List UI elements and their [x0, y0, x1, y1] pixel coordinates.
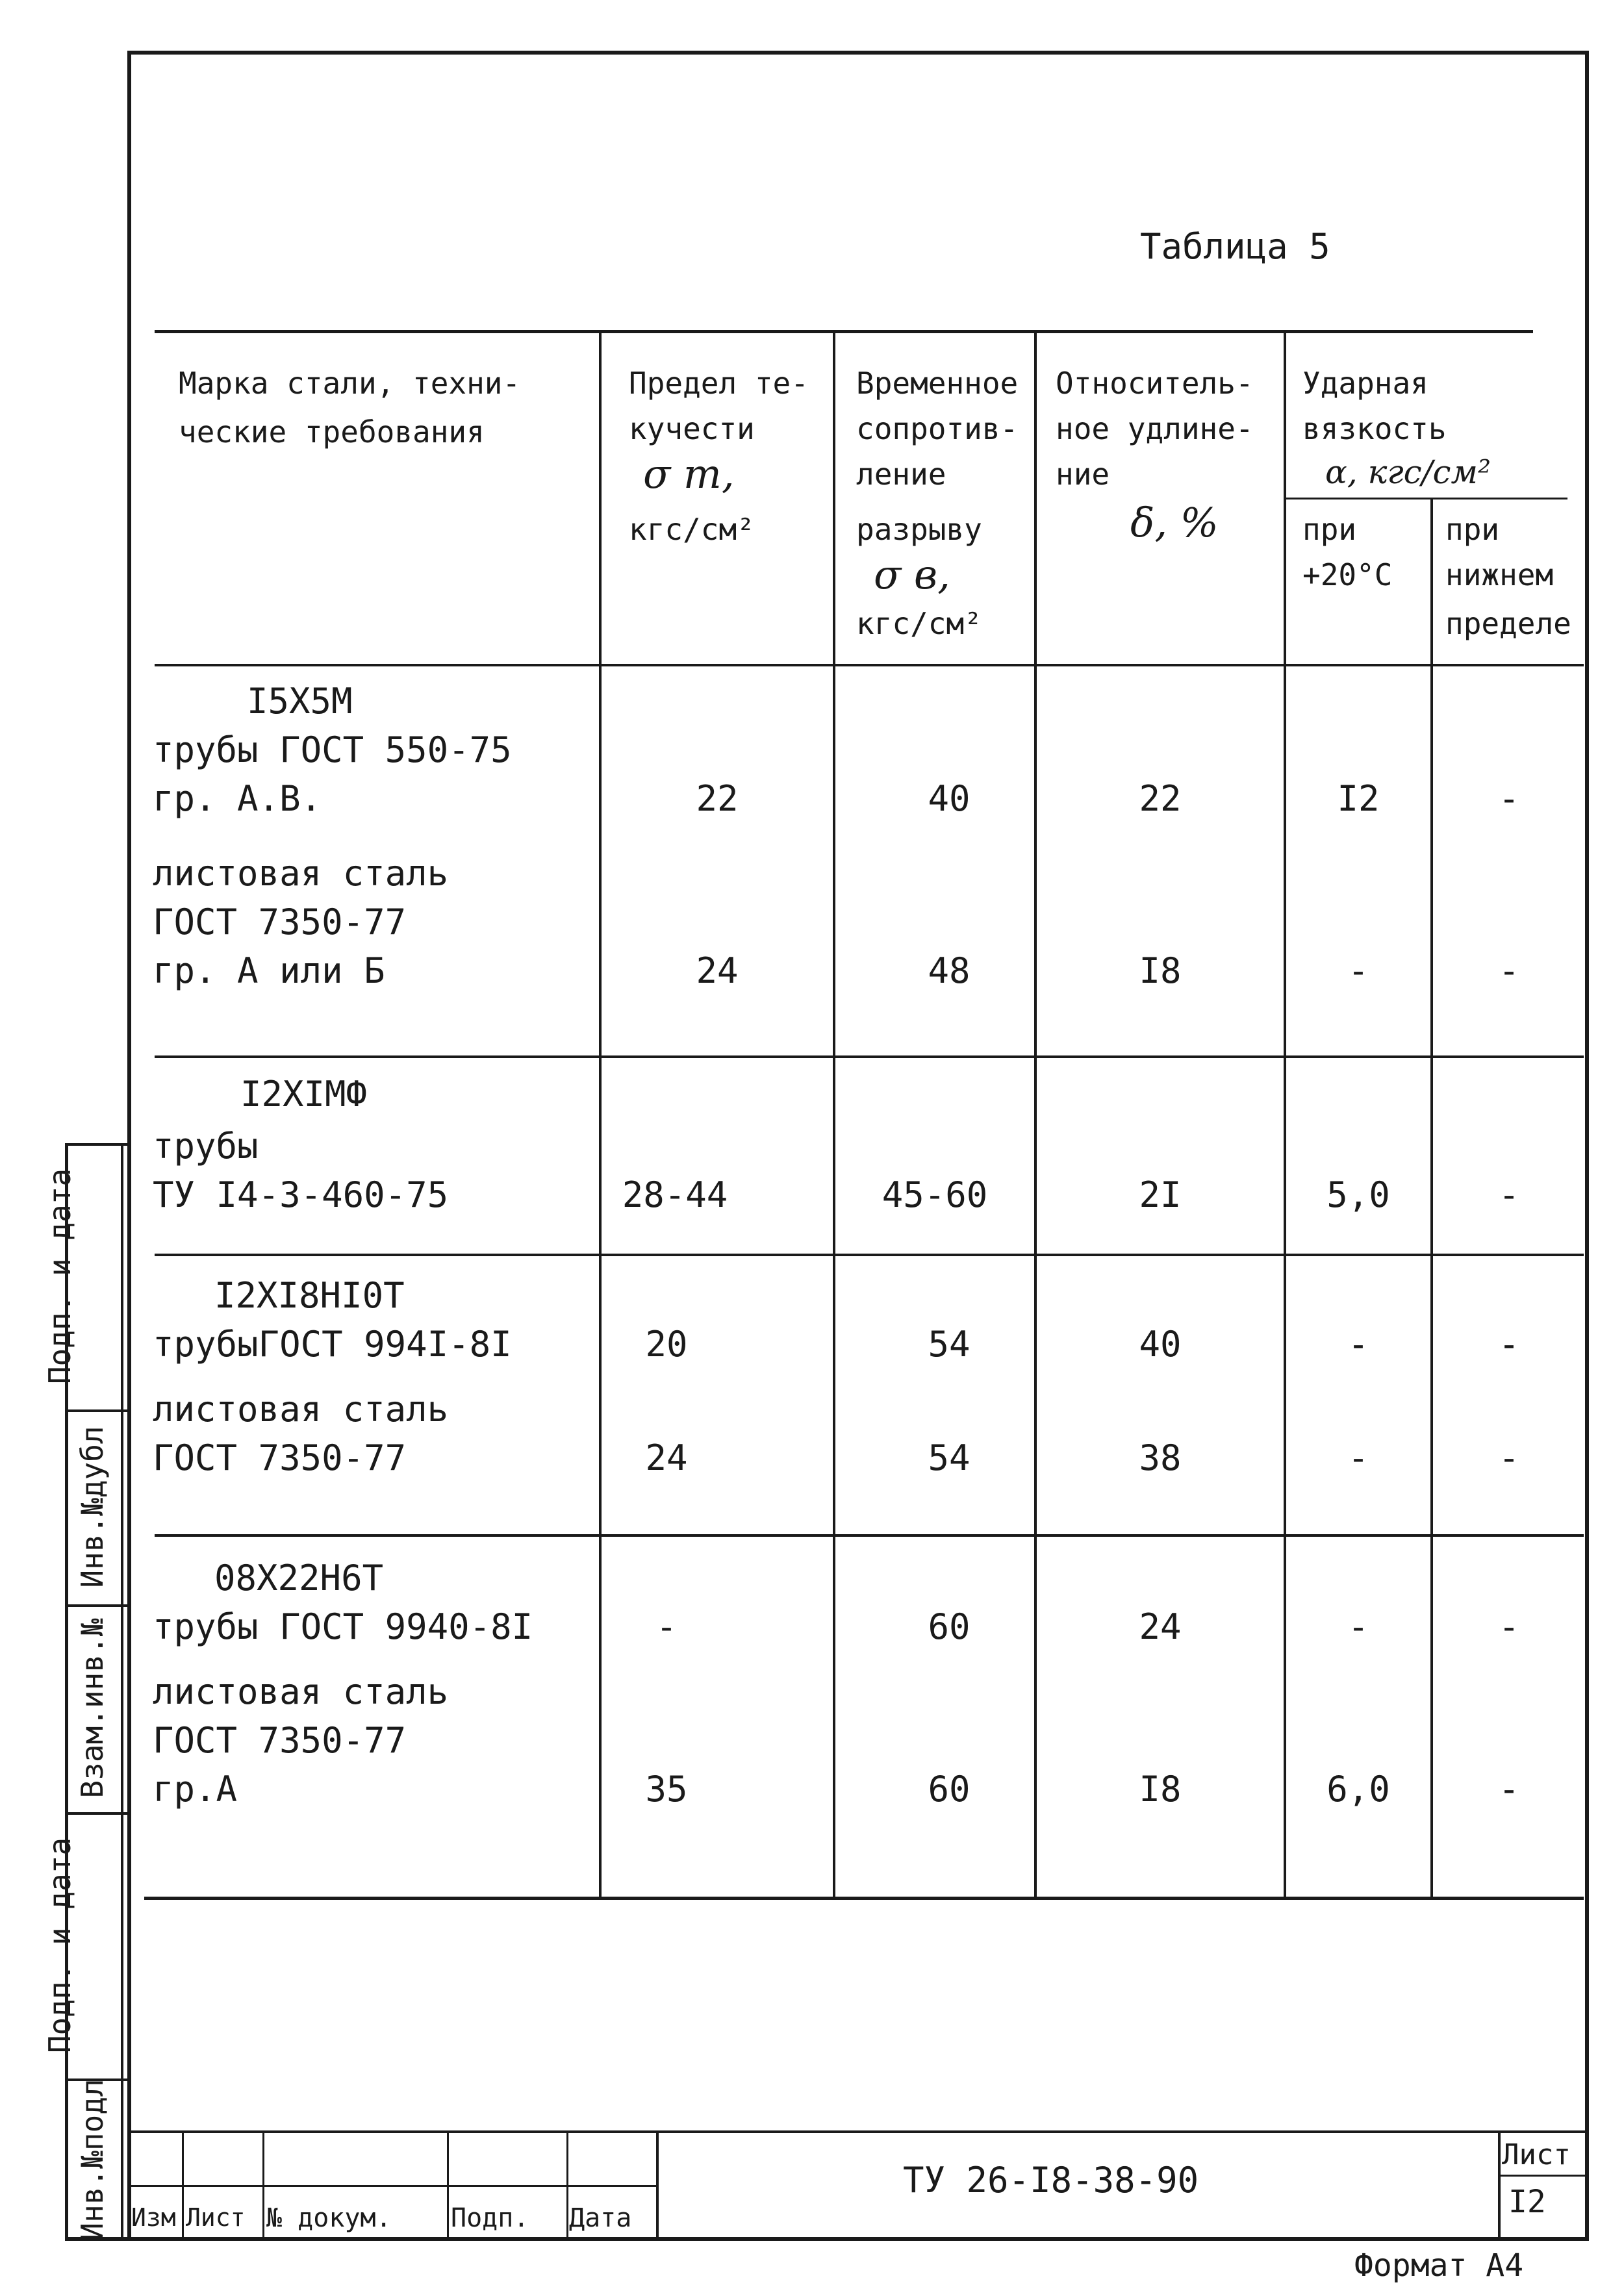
header-impact20-1: при: [1302, 512, 1357, 547]
header-implow-1: при: [1445, 512, 1500, 547]
col-divider-4: [1284, 331, 1286, 1898]
frame-right: [1585, 51, 1589, 2241]
header-implow-3: пределе: [1445, 606, 1571, 641]
cell-tensile: 60: [928, 1769, 971, 1810]
cell-elong: I8: [1139, 950, 1182, 991]
cell-elong: 40: [1139, 1324, 1182, 1365]
sheet-box-left: [1498, 2130, 1501, 2241]
title-block-col: [182, 2130, 184, 2241]
col-divider-1: [599, 331, 602, 1898]
header-implow-2: нижнем: [1445, 557, 1554, 592]
row-label: ГОСТ 7350-77: [153, 1720, 407, 1761]
header-elong-2: ное удлине-: [1056, 411, 1254, 446]
header-tensile-1: Временное: [856, 366, 1019, 401]
stamp-inv-dubl: Инв.№дубл: [75, 1426, 110, 1588]
table-bottom-rule: [144, 1897, 1584, 1900]
grade-title: I2XI8HI0T: [214, 1275, 405, 1316]
cell-elong: I8: [1139, 1769, 1182, 1810]
header-impact-2: вязкость: [1302, 411, 1447, 446]
cell-impact-low: -: [1498, 950, 1520, 991]
row-label: трубы ГОСТ 9940-8I: [153, 1606, 533, 1647]
row-label: ГОСТ 7350-77: [153, 1437, 407, 1478]
cell-tensile: 45-60: [882, 1174, 988, 1215]
title-block-col: [447, 2130, 449, 2241]
row-label: трубыГОСТ 994I-8I: [153, 1324, 512, 1365]
frame-top: [127, 51, 1589, 55]
title-block-col: [262, 2130, 264, 2241]
header-grade-2: ческие требования: [179, 414, 485, 449]
impact-sub-rule: [1284, 498, 1567, 499]
cell-impact-low: -: [1498, 1437, 1520, 1478]
cell-impact-low: -: [1498, 1324, 1520, 1365]
cell-yield: 24: [645, 1437, 688, 1478]
cell-impact-low: -: [1498, 1606, 1520, 1647]
format-label: Формат А4: [1354, 2247, 1524, 2284]
header-elong-1: Относитель-: [1056, 366, 1254, 401]
header-elong-3: ние: [1056, 457, 1110, 492]
cell-impact-20: -: [1347, 1606, 1369, 1647]
cell-impact-20: -: [1347, 1324, 1369, 1365]
cell-tensile: 40: [928, 778, 971, 819]
row-label: трубы: [153, 1126, 259, 1167]
cell-yield: -: [655, 1606, 678, 1647]
cell-impact-low: -: [1498, 1174, 1520, 1215]
stamp-podp-data-lower: Подп. и дата: [42, 1837, 77, 2054]
header-tensile-symbol: σ в,: [874, 551, 950, 598]
grade-title: 08X22H6T: [214, 1558, 384, 1598]
row-label: гр.А: [153, 1769, 238, 1810]
cell-yield: 24: [696, 950, 739, 991]
cell-tensile: 60: [928, 1606, 971, 1647]
group-rule-2: [155, 1254, 1584, 1256]
cell-impact-20: I2: [1337, 778, 1380, 819]
title-block-col: [566, 2130, 568, 2241]
cell-impact-20: 5,0: [1326, 1174, 1390, 1215]
grade-title: I5X5M: [247, 681, 353, 722]
header-tensile-3: ление: [856, 457, 946, 492]
col-divider-2: [833, 331, 835, 1898]
group-rule-3: [155, 1534, 1584, 1537]
cell-yield: 20: [645, 1324, 688, 1365]
stamp-vzam-inv: Взам.инв.№: [75, 1618, 110, 1799]
table-caption: Таблица 5: [1140, 226, 1330, 267]
cell-yield: 35: [645, 1769, 688, 1810]
header-impact-symbol: α, кгс/см²: [1325, 453, 1491, 491]
header-tensile-unit: кгс/см²: [856, 606, 982, 641]
title-block-top: [130, 2130, 1585, 2133]
group-rule-1: [155, 1055, 1584, 1058]
header-grade-1: Марка стали, техни-: [179, 366, 521, 401]
cell-tensile: 54: [928, 1437, 971, 1478]
header-impact20-2: +20°С: [1302, 557, 1393, 592]
title-block-divider: [656, 2130, 659, 2241]
cell-tensile: 54: [928, 1324, 971, 1365]
cell-yield: 22: [696, 778, 739, 819]
cell-tensile: 48: [928, 950, 971, 991]
title-col-data: Дата: [569, 2203, 632, 2233]
row-label: трубы ГОСТ 550-75: [153, 729, 512, 770]
row-label: ГОСТ 7350-77: [153, 902, 407, 942]
cell-elong: 22: [1139, 778, 1182, 819]
sheet-label: Лист: [1502, 2138, 1571, 2171]
cell-impact-low: -: [1498, 778, 1520, 819]
cell-elong: 24: [1139, 1606, 1182, 1647]
header-impact-1: Ударная: [1302, 366, 1428, 401]
row-label: листовая сталь: [153, 1389, 449, 1430]
cell-elong: 38: [1139, 1437, 1182, 1478]
stamp-inner-border: [121, 1143, 123, 2241]
header-tensile-2: сопротив-: [856, 411, 1019, 446]
cell-impact-low: -: [1498, 1769, 1520, 1810]
row-label: ТУ I4-3-460-75: [153, 1174, 449, 1215]
row-label: листовая сталь: [153, 853, 449, 894]
cell-impact-20: -: [1347, 950, 1369, 991]
cell-yield: 28-44: [622, 1174, 728, 1215]
title-col-podp: Подп.: [451, 2203, 529, 2233]
grade-title: I2XIMФ: [240, 1074, 368, 1115]
stamp-podp-data-upper: Подп. и дата: [42, 1168, 77, 1385]
table-top-rule: [155, 330, 1533, 333]
frame-bottom: [65, 2237, 1589, 2241]
stamp-inv-podl: Инв.№подл: [75, 2079, 110, 2241]
stamp-rule: [65, 1143, 130, 1146]
row-label: гр. А.В.: [153, 778, 322, 819]
cell-impact-20: 6,0: [1326, 1769, 1390, 1810]
header-yield-1: Предел те-: [629, 366, 809, 401]
row-label: листовая сталь: [153, 1671, 449, 1712]
cell-impact-20: -: [1347, 1437, 1369, 1478]
header-yield-symbol: σ т,: [643, 450, 735, 498]
header-tensile-4: разрыву: [856, 512, 982, 547]
row-label: гр. А или Б: [153, 950, 385, 991]
title-col-doc: № докум.: [266, 2203, 392, 2233]
document-code: ТУ 26-I8-38-90: [903, 2160, 1199, 2201]
sheet-number: I2: [1508, 2184, 1546, 2220]
cell-elong: 2I: [1139, 1174, 1182, 1215]
col-divider-3: [1034, 331, 1037, 1898]
sheet-box-mid: [1498, 2175, 1585, 2177]
header-bottom-rule: [155, 664, 1584, 666]
stamp-rule: [65, 1604, 130, 1607]
header-elong-symbol: δ, %: [1130, 499, 1219, 546]
header-yield-unit: кгс/см²: [629, 512, 755, 547]
frame-left: [127, 51, 131, 2241]
title-col-list: Лист: [186, 2203, 246, 2232]
title-block-mid: [130, 2185, 657, 2187]
title-col-izm: Изм: [131, 2203, 176, 2232]
stamp-rule: [65, 1812, 130, 1815]
header-yield-2: кучести: [629, 411, 755, 446]
